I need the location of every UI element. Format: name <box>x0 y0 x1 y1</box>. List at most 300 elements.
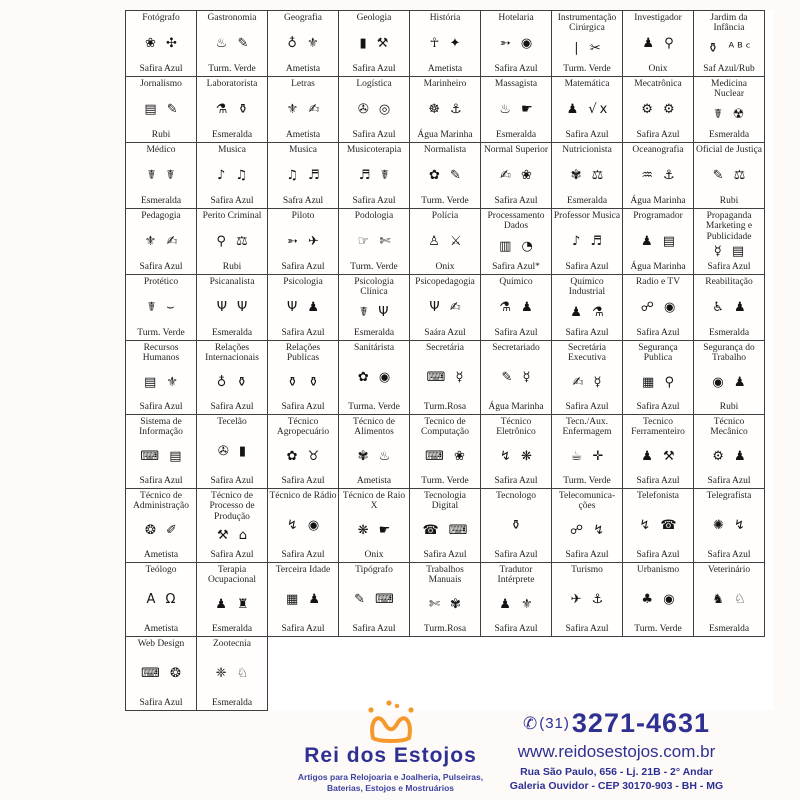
stone-label: Safira Azul <box>423 550 467 560</box>
stone-label: Turm.Rosa <box>423 402 467 412</box>
profession-cell <box>480 208 552 275</box>
table-row <box>125 488 773 562</box>
profession-cell <box>125 10 197 77</box>
tecnologo-icon: ⚱ <box>510 518 525 534</box>
stone-label: Onix <box>364 550 384 560</box>
propaganda-marketing-e-publicidade-icon: ☿ ▤ <box>713 244 748 260</box>
tecnico-de-computacao-icon: ⌨ ❀ <box>425 449 468 465</box>
profession-label: Zootecnia <box>213 639 251 649</box>
phone-line <box>503 708 730 739</box>
stone-label: Safira Azul <box>352 196 396 206</box>
profession-label: Massagista <box>494 79 538 89</box>
profession-cell <box>551 274 623 341</box>
profession-label: Telecomunica-ções <box>558 491 616 512</box>
stone-label: Safira Azul <box>281 624 325 634</box>
profession-cell <box>480 340 552 415</box>
profession-label: Instrumentação Cirúrgica <box>557 13 617 34</box>
tecnico-de-processo-de-producao-icon: ⚒ ⌂ <box>216 528 251 544</box>
medico-icon: ☤ ☤ <box>147 168 178 184</box>
address-line2: Galeria Ouvidor - CEP 30170-903 - BH - MG <box>509 779 724 792</box>
profession-cell <box>693 10 765 77</box>
profession-cell <box>480 76 552 143</box>
protetico-icon: ☤ ⌣ <box>147 300 178 316</box>
stone-label: Safira Azul <box>210 402 254 412</box>
tecnico-mecanico-icon: ⚙ ♟ <box>712 449 749 465</box>
sanitarista-icon: ✿ ◉ <box>357 370 394 386</box>
stone-label: Safira Azul <box>565 328 609 338</box>
profession-cell <box>622 208 694 275</box>
profession-cell <box>622 414 694 489</box>
profession-label: Terceira Idade <box>275 565 331 575</box>
stone-label: Safira Azul <box>281 402 325 412</box>
profession-cell <box>551 340 623 415</box>
logistica-icon: ✇ ◎ <box>357 102 394 118</box>
stone-label: Esmeralda <box>140 196 182 206</box>
quimico-icon: ⚗ ♟ <box>499 300 536 316</box>
stone-label: Safira Azul <box>636 476 680 486</box>
profession-cell <box>693 76 765 143</box>
profession-cell <box>196 414 268 489</box>
tecnico-de-radio-icon: ↯ ◉ <box>286 518 323 534</box>
profession-cell <box>693 488 765 563</box>
stone-label: Rubi <box>719 402 739 412</box>
stone-label: Rubi <box>151 130 171 140</box>
brand-tagline <box>278 772 503 793</box>
profession-label: Hotelaria <box>498 13 534 23</box>
podologia-icon: ☞ ✄ <box>357 234 394 250</box>
stone-label: Safira Azul <box>210 476 254 486</box>
tagline-line1: Artigos para Relojoaria e Joalheria, Pulseiras, <box>297 772 484 782</box>
pedagogia-icon: ⚜ ✍ <box>144 234 181 250</box>
investigador-icon: ♟ ⚲ <box>642 36 677 52</box>
nutricionista-icon: ✾ ⚖ <box>570 168 607 184</box>
tecnologia-digital-icon: ☎ ⌨ <box>422 523 471 539</box>
profession-label: Sistema de Informação <box>139 417 183 438</box>
profession-cell <box>338 340 410 415</box>
profession-cell <box>551 76 623 143</box>
stone-label: Turm. Verde <box>563 64 611 74</box>
profession-cell <box>693 274 765 341</box>
profession-cell <box>267 340 339 415</box>
profession-label: Processamento Dados <box>487 211 545 232</box>
trabalhos-manuais-icon: ✄ ✾ <box>429 597 464 613</box>
profession-label: Mecatrônica <box>634 79 682 89</box>
profession-cell <box>480 142 552 209</box>
profession-cell <box>338 488 410 563</box>
profession-cell <box>622 562 694 637</box>
profession-cell <box>622 274 694 341</box>
profession-cell <box>196 340 268 415</box>
profession-cell <box>693 562 765 637</box>
profession-cell <box>409 414 481 489</box>
brand-name: Rei dos Estojos <box>304 744 477 767</box>
profession-label: Letras <box>291 79 315 89</box>
stone-label: Turm. Verde <box>421 476 469 486</box>
stone-label: Safira Azul <box>281 328 325 338</box>
table-row <box>125 414 773 488</box>
profession-label: Tecnologo <box>496 491 536 501</box>
stone-label: Água Marinha <box>488 402 544 412</box>
radio-e-tv-icon: ☍ ◉ <box>640 300 679 316</box>
stone-label: Turm.Rosa <box>423 624 467 634</box>
gastronomia-icon: ♨ ✎ <box>215 36 252 52</box>
profession-label: Psicologia <box>283 277 323 287</box>
profession-cell <box>409 142 481 209</box>
contact-block <box>503 698 730 793</box>
stone-label: Safira Azul <box>139 402 183 412</box>
profession-cell <box>480 274 552 341</box>
stone-label: Onix <box>435 262 455 272</box>
stone-label: Esmeralda <box>566 196 608 206</box>
profession-label: Secretária Executiva <box>568 343 606 364</box>
perito-criminal-icon: ⚲ ⚖ <box>216 234 251 250</box>
stone-label: Ametista <box>285 130 321 140</box>
relacoes-publicas-icon: ⚱ ⚱ <box>287 375 322 391</box>
stone-label: Esmeralda <box>211 130 253 140</box>
stone-label: Safra Azul <box>282 196 324 206</box>
normal-superior-icon: ✍ ❀ <box>500 168 535 184</box>
tagline-line2: Baterias, Estojos e Mostruários <box>326 782 455 793</box>
stone-label: Turm. Verde <box>350 262 398 272</box>
profession-label: Técnico de Processo de Produção <box>209 491 255 522</box>
profession-cell <box>480 488 552 563</box>
stone-label: Turm. Verde <box>137 328 185 338</box>
profession-label: Teólogo <box>145 565 177 575</box>
profession-cell <box>196 76 268 143</box>
table-row <box>125 340 773 414</box>
profession-label: Técnico de Rádio <box>269 491 337 501</box>
profession-cell <box>551 562 623 637</box>
profession-cell <box>693 414 765 489</box>
profession-cell <box>409 274 481 341</box>
profession-label: Técnico Eletrônico <box>496 417 536 438</box>
profession-label: Podologia <box>354 211 394 221</box>
profession-cell <box>267 142 339 209</box>
profession-cell <box>267 274 339 341</box>
profession-cell <box>125 414 197 489</box>
profession-label: Químico Industrial <box>568 277 606 298</box>
profession-label: Tecnologia Digital <box>423 491 467 512</box>
stone-label: Safira Azul <box>352 64 396 74</box>
jornalismo-icon: ▤ ✎ <box>144 102 181 118</box>
profession-cell <box>125 142 197 209</box>
programador-icon: ♟ ▤ <box>640 234 679 250</box>
profession-cell <box>622 10 694 77</box>
profession-cell <box>196 488 268 563</box>
address <box>503 766 730 793</box>
profession-cell <box>196 636 268 711</box>
profession-cell <box>125 562 197 637</box>
profession-label: Técnico Agropecuário <box>276 417 330 438</box>
quimico-industrial-icon: ♟ ⚗ <box>570 305 607 321</box>
stone-label: Safira Azul <box>210 550 254 560</box>
profession-label: Web Design <box>137 639 185 649</box>
stone-label: Rubi <box>719 196 739 206</box>
profession-label: Tecelão <box>217 417 247 427</box>
stone-label: Safira Azul <box>139 64 183 74</box>
letras-icon: ⚜ ✍ <box>286 102 323 118</box>
stone-label: Safira Azul <box>636 402 680 412</box>
profession-label: Programador <box>633 211 683 221</box>
profession-label: Reabilitação <box>705 277 753 287</box>
stone-label: Safira Azul <box>139 262 183 272</box>
profession-cell <box>125 274 197 341</box>
stone-label: Esmeralda <box>211 698 253 708</box>
store-footer <box>278 698 730 796</box>
tecn-aux-enfermagem-icon: ☕ ✛ <box>570 449 607 465</box>
profession-label: Telefonista <box>636 491 680 501</box>
profession-label: Técnico de Raio X <box>342 491 406 512</box>
stone-label: Safira Azul <box>707 476 751 486</box>
website-url: www.reidosestojos.com.br <box>517 742 716 761</box>
stone-label: Esmeralda <box>708 624 750 634</box>
profession-cell <box>551 208 623 275</box>
profession-label: Polícia <box>431 211 459 221</box>
profession-cell <box>125 208 197 275</box>
profession-label: Químico <box>499 277 533 287</box>
oceanografia-icon: ♒ ⚓ <box>641 168 678 184</box>
profession-label: Técnico de Administração <box>133 491 189 512</box>
stone-label: Safira Azul <box>707 262 751 272</box>
tecnico-de-administracao-icon: ❂ ✐ <box>145 523 180 539</box>
turismo-icon: ✈ ⚓ <box>570 592 607 608</box>
profession-label: Normal Superior <box>483 145 549 155</box>
profession-cell <box>622 76 694 143</box>
profession-label: Urbanismo <box>636 565 680 575</box>
stone-label: Safira Azul <box>565 262 609 272</box>
web-design-icon: ⌨ ❂ <box>141 666 184 682</box>
seguranca-do-trabalho-icon: ◉ ♟ <box>712 375 749 391</box>
profession-label: Fotógrafo <box>142 13 180 23</box>
profession-label: Normalista <box>423 145 467 155</box>
stone-label: Safira Azul <box>565 402 609 412</box>
stone-label: Safira Azul <box>565 624 609 634</box>
profession-label: Turismo <box>571 565 603 575</box>
stone-label: Safira Azul <box>352 624 396 634</box>
profession-label: Tecnico Ferramenteiro <box>631 417 685 438</box>
table-row <box>125 10 773 76</box>
table-row <box>125 142 773 208</box>
profession-cell <box>693 340 765 415</box>
profession-label: História <box>429 13 461 23</box>
profession-cell <box>551 414 623 489</box>
terapia-ocupacional-icon: ♟ ♜ <box>215 597 252 613</box>
sistema-de-informacao-icon: ⌨ ▤ <box>140 449 185 465</box>
profession-label: Oficial de Justiça <box>696 145 762 155</box>
musica-icon: ♪ ♫ <box>216 168 251 184</box>
profession-label: Protético <box>143 277 179 287</box>
profession-label: Tipógrafo <box>355 565 393 575</box>
profession-cell <box>125 76 197 143</box>
stone-label: Safira Azul <box>352 130 396 140</box>
stone-label: Esmeralda <box>211 624 253 634</box>
telecomunica-coes-icon: ☍ ↯ <box>569 523 608 539</box>
stone-label: Safira Azul <box>494 64 538 74</box>
musicoterapia-icon: ♬ ☤ <box>358 168 393 184</box>
profession-label: Psicologia Clínica <box>354 277 394 298</box>
stone-label: Safira Azul <box>494 476 538 486</box>
profession-cell <box>551 142 623 209</box>
profession-cell <box>338 562 410 637</box>
stone-label: Ametista <box>143 550 179 560</box>
stone-label: Água Marinha <box>630 262 686 272</box>
profession-cell <box>196 562 268 637</box>
professor-musica-icon: ♪ ♬ <box>571 234 606 250</box>
mecatronica-icon: ⚙ ⚙ <box>641 102 678 118</box>
stone-label: Turm. Verde <box>563 476 611 486</box>
profession-cell <box>409 340 481 415</box>
tecelao-icon: ✇ ▮ <box>217 444 250 460</box>
psicologia-clinica-icon: ☤ Ψ <box>359 305 392 321</box>
profession-label: Psicopedagogia <box>415 277 475 287</box>
fotografo-icon: ❀ ✣ <box>145 36 180 52</box>
stone-label: Onix <box>648 64 668 74</box>
geologia-icon: ▮ ⚒ <box>359 36 392 52</box>
profession-label: Oceanografia <box>632 145 684 155</box>
jardim-da-infancia-icon: ⚱ ᴬᴮᶜ <box>707 41 754 57</box>
oficial-de-justica-icon: ✎ ⚖ <box>712 168 749 184</box>
stone-label: Safira Azul* <box>492 262 540 272</box>
profession-label: Tecn./Aux. Enfermagem <box>562 417 612 438</box>
telegrafista-icon: ✺ ↯ <box>713 518 748 534</box>
stone-label: Safira Azul <box>494 328 538 338</box>
stone-label: Esmeralda <box>211 328 253 338</box>
secretaria-icon: ⌨ ☿ <box>426 370 467 386</box>
profession-cell <box>267 488 339 563</box>
profession-label: Secretariado <box>492 343 540 353</box>
profession-cell <box>338 142 410 209</box>
stone-label: Saf Azul/Rub <box>703 64 755 74</box>
instrumentacao-cirurgica-icon: ∣ ✂ <box>573 41 604 57</box>
veterinario-icon: ♞ ♘ <box>712 592 749 608</box>
profession-cell <box>551 10 623 77</box>
profession-label: Gastronomia <box>207 13 257 23</box>
stone-label: Ametista <box>285 64 321 74</box>
profession-cell <box>338 10 410 77</box>
stone-label: Esmeralda <box>708 130 750 140</box>
secretaria-executiva-icon: ✍ ☿ <box>572 375 605 391</box>
tecnico-ferramenteiro-icon: ♟ ⚒ <box>641 449 678 465</box>
profession-label: Logística <box>356 79 392 89</box>
stone-label: Safira Azul <box>210 196 254 206</box>
profession-label: Professor Musica <box>553 211 621 221</box>
recursos-humanos-icon: ▤ ⚜ <box>143 375 182 391</box>
tradutor-interprete-icon: ♟ ⚜ <box>499 597 536 613</box>
terceira-idade-icon: ▦ ♟ <box>285 592 324 608</box>
profession-label: Telegrafista <box>706 491 752 501</box>
profession-cell <box>125 636 197 711</box>
stone-label: Safira Azul <box>636 130 680 140</box>
stone-label: Rubi <box>222 262 242 272</box>
profession-cell <box>409 488 481 563</box>
profession-label: Secretária <box>426 343 464 353</box>
policia-icon: ♙ ⚔ <box>428 234 465 250</box>
seguranca-publica-icon: ▦ ⚲ <box>642 375 677 391</box>
profession-label: Tecnico de Computação <box>420 417 469 438</box>
table-row <box>125 76 773 142</box>
teologo-icon: Α Ω <box>146 592 179 608</box>
profession-cell <box>409 10 481 77</box>
profession-cell <box>196 10 268 77</box>
profession-cell <box>338 274 410 341</box>
profession-cell <box>267 414 339 489</box>
profession-cell <box>693 142 765 209</box>
profession-label: Veterinário <box>707 565 751 575</box>
laboratorista-icon: ⚗ ⚱ <box>215 102 252 118</box>
stone-label: Safira Azul <box>494 624 538 634</box>
profession-label: Marinheiro <box>423 79 467 89</box>
stone-label: Ametista <box>427 64 463 74</box>
urbanismo-icon: ♣ ◉ <box>641 592 678 608</box>
professions-table <box>125 10 773 710</box>
profession-cell <box>693 208 765 275</box>
profession-cell <box>622 142 694 209</box>
stone-label: Safira Azul <box>139 698 183 708</box>
tecnico-eletronico-icon: ↯ ❋ <box>500 449 535 465</box>
profession-cell <box>480 414 552 489</box>
profession-label: Musica <box>289 145 317 155</box>
profession-cell <box>338 208 410 275</box>
profession-cell <box>338 76 410 143</box>
phone-number: 3271-4631 <box>571 708 711 738</box>
profession-label: Piloto <box>291 211 315 221</box>
stone-label: Safira Azul <box>565 130 609 140</box>
profession-label: Matemática <box>564 79 610 89</box>
profession-label: Técnico de Alimentos <box>353 417 395 438</box>
profession-cell <box>480 562 552 637</box>
profession-label: Tradutor Intérprete <box>497 565 535 586</box>
telefonista-icon: ↯ ☎ <box>639 518 680 534</box>
profession-label: Recursos Humanos <box>142 343 180 364</box>
profession-cell <box>409 562 481 637</box>
profession-label: Nutricionista <box>562 145 612 155</box>
normalista-icon: ✿ ✎ <box>429 168 464 184</box>
profession-label: Sanitárista <box>353 343 395 353</box>
table-row <box>125 274 773 340</box>
stone-label: Safira Azul <box>494 196 538 206</box>
stone-label: Safira Azul <box>636 328 680 338</box>
stone-label: Água Marinha <box>630 196 686 206</box>
profession-cell <box>409 208 481 275</box>
profession-cell <box>622 340 694 415</box>
hotelaria-icon: ➳ ◉ <box>499 36 536 52</box>
stone-label: Saára Azul <box>424 328 466 338</box>
profession-label: Pedagogia <box>141 211 181 221</box>
stone-label: Safira Azul <box>281 550 325 560</box>
tipografo-icon: ✎ ⌨ <box>354 592 397 608</box>
stone-label: Safira Azul <box>494 550 538 560</box>
historia-icon: ☥ ✦ <box>429 36 464 52</box>
brand-block <box>278 698 503 793</box>
stone-label: Safira Azul <box>139 476 183 486</box>
profession-cell <box>196 142 268 209</box>
phone-icon: ✆ <box>522 713 538 734</box>
profession-label: Segurança Publica <box>638 343 678 364</box>
profession-cell <box>480 10 552 77</box>
profession-cell <box>125 488 197 563</box>
profession-label: Geografia <box>284 13 322 23</box>
stone-label: Safira Azul <box>636 550 680 560</box>
tecnico-de-raio-x-icon: ❋ ☛ <box>357 523 394 539</box>
profession-label: Propaganda Marketing e Publicidade <box>705 211 753 242</box>
profession-label: Perito Criminal <box>202 211 262 221</box>
matematica-icon: ♟ √x <box>566 102 611 118</box>
musica-icon: ♫ ♬ <box>286 168 323 184</box>
profession-label: Medicina Nuclear <box>711 79 747 100</box>
profession-label: Musicoterapia <box>346 145 402 155</box>
medicina-nuclear-icon: ☤ ☢ <box>713 107 748 123</box>
profession-label: Segurança do Trabalho <box>703 343 755 364</box>
